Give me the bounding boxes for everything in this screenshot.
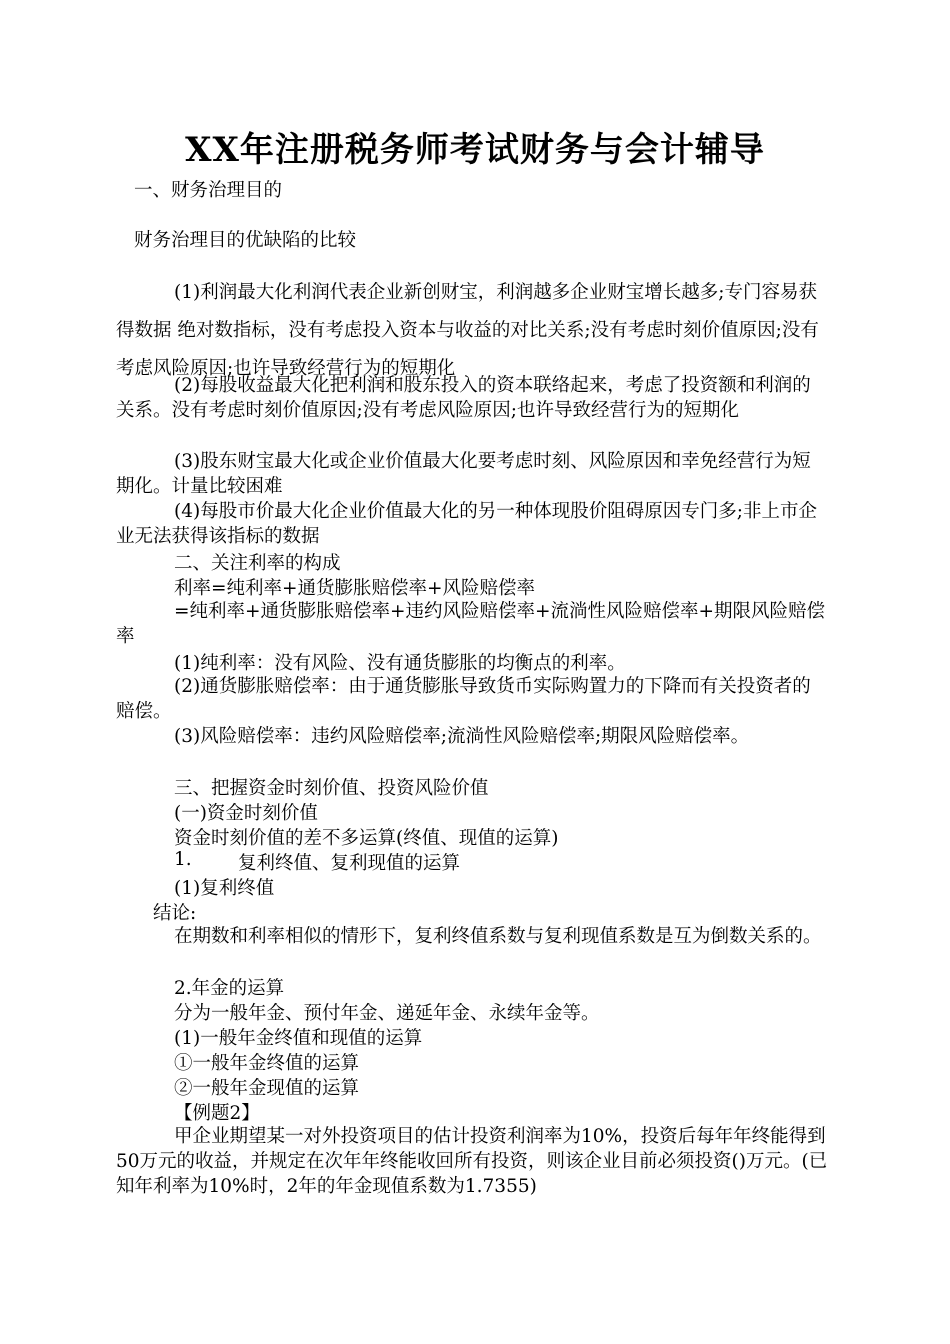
paragraph-example-2: 甲企业期望某一对外投资项目的估计投资利润率为10%，投资后每年年终能得到50万元的收益，并规定在次年年终能收回所有投资，则该企业目前必须投资()万元。(已知年利率为10%时，2年的年金现值系数为1.7355) [116,1126,828,1197]
section-heading-interest: 二、关注利率的构成 [174,553,341,574]
section-heading-objectives: 一、财务治理目的 [134,180,283,201]
item-inflation-premium: (2)通货膨胀赔偿率：由于通货膨胀导致货币实际购置力的下降而有关投资者的赔偿。 [116,676,811,722]
label-conclusion: 结论: [153,903,197,924]
subheading-comparison: 财务治理目的优缺陷的比较 [134,230,357,251]
formula-interest-rate: 利率=纯利率+通货膨胀赔偿率+风险赔偿率 [174,578,536,599]
item-annuity-future-value: ①一般年金终值的运算 [174,1053,360,1074]
paragraph-profit-maximization: (1)利润最大化利润代表企业新创财宝，利润越多企业财宝增长越多;专门容易获得数据 绝对数指标，没有考虑投入资本与收益的对比关系;没有考虑时刻价值原因;没有考虑风险原因;也许导致经营行为的短期化 [116,282,819,379]
paragraph-shareholder-wealth: (3)股东财宝最大化或企业价值最大化要考虑时刻、风险原因和幸免经营行为短期化。计量比较困难 [116,451,811,497]
item-annuity-present-value: ②一般年金现值的运算 [174,1078,360,1099]
paragraph-conclusion: 在期数和利率相似的情形下，复利终值系数与复利现值系数是互为倒数关系的。 [174,926,822,947]
item-ordinary-annuity: (1)一般年金终值和现值的运算 [174,1028,423,1049]
heading-compound-value: 复利终值、复利现值的运算 [238,853,461,874]
text-annuity-types: 分为一般年金、预付年金、递延年金、永续年金等。 [174,1003,600,1024]
subheading-time-value: (一)资金时刻价值 [174,803,318,824]
document-title: XX年注册税务师考试财务与会计辅导 [185,130,765,170]
paragraph-eps-maximization: (2)每股收益最大化把利润和股东投入的资本联络起来，考虑了投资额和利润的关系。没有考虑时刻价值原因;没有考虑风险原因;也许导致经营行为的短期化 [116,375,811,421]
paragraph-share-price: (4)每股市价最大化企业价值最大化的另一种体现股价阻碍原因专门多;非上市企业无法获得该指标的数据 [116,501,817,547]
text-basic-calculation: 资金时刻价值的差不多运算(终值、现值的运算) [174,828,559,849]
item-pure-rate: (1)纯利率：没有风险、没有通货膨胀的均衡点的利率。 [174,653,626,674]
list-number-1: 1. [174,849,192,870]
section-heading-time-value: 三、把握资金时刻价值、投资风险价值 [174,778,489,799]
item-compound-future-value: (1)复利终值 [174,878,275,899]
label-example-2: 【例题2】 [174,1103,260,1124]
item-risk-premium: (3)风险赔偿率：违约风险赔偿率;流淌性风险赔偿率;期限风险赔偿率。 [174,726,750,747]
formula-interest-rate-expanded: =纯利率+通货膨胀赔偿率+违约风险赔偿率+流淌性风险赔偿率+期限风险赔偿率 [116,601,826,647]
heading-annuity: 2.年金的运算 [174,978,285,999]
